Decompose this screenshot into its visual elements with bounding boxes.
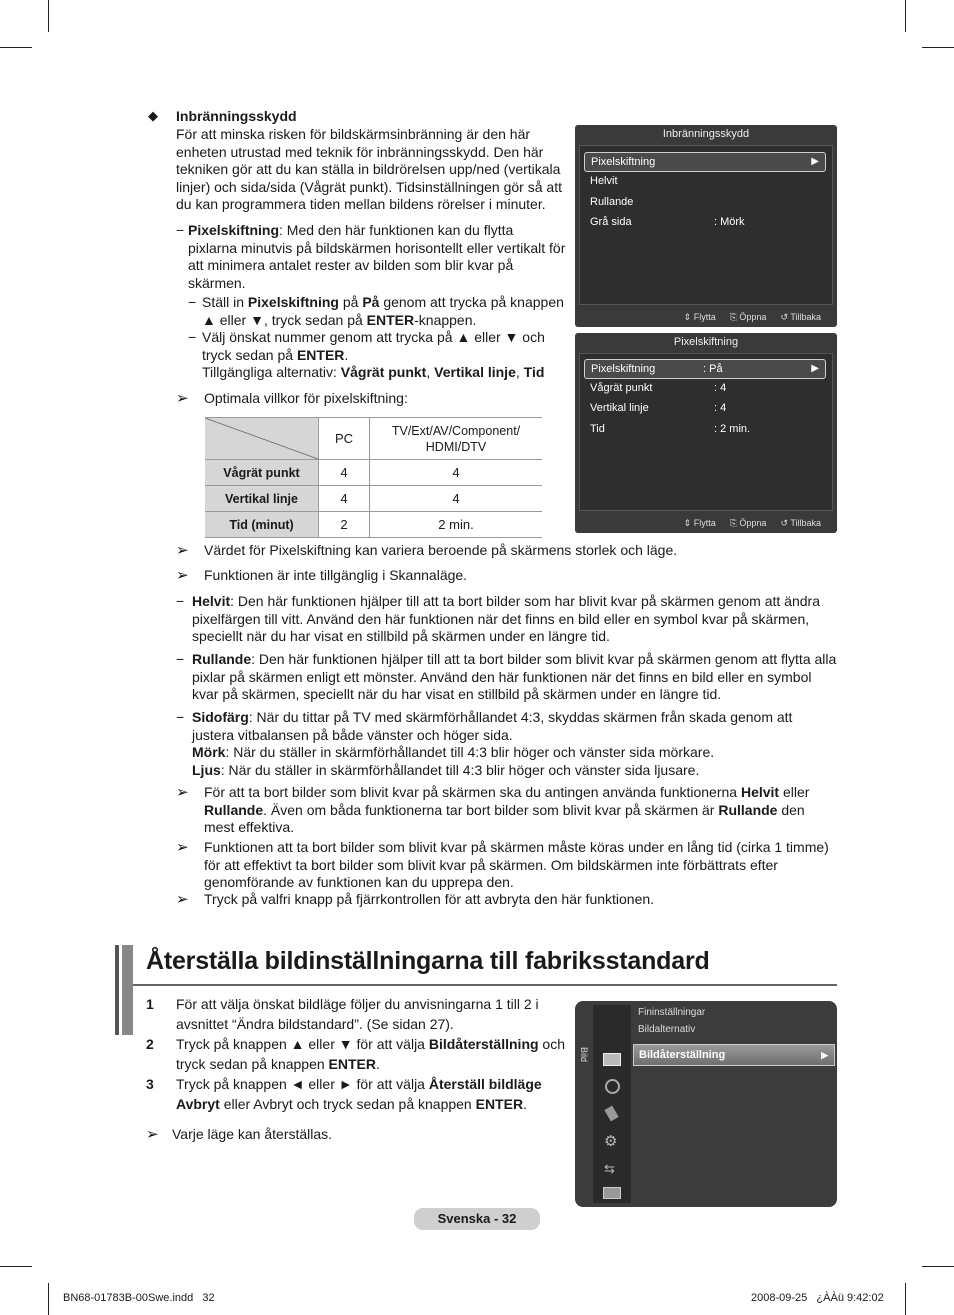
- osd-item-value: : På: [703, 363, 723, 375]
- reset-steps: [146, 994, 566, 1114]
- osd-item-label: Tid: [590, 423, 605, 435]
- note-arrow-icon: ➢: [176, 784, 189, 801]
- table-header-pc: PC: [319, 418, 370, 460]
- note-arrow-icon: ➢: [176, 891, 189, 908]
- crop-mark: [0, 47, 32, 48]
- footer-date: 2008-09-25 ¿ÀÀü 9:42:02: [751, 1292, 884, 1304]
- application-icon[interactable]: [603, 1187, 621, 1199]
- note-text: Funktionen att ta bort bilder som blivit kvar på skärmen måste köras under en lång tid (cirka 1 timme) för att effektivt ta bort bilder som blivit kvar på skärmen. Om bildskärmen inte förbättrats efter genomförande av funktionen kan du upprepa den.: [204, 839, 829, 890]
- osd-item-pixelskiftning[interactable]: [584, 152, 826, 172]
- note-text: För att ta bort bilder som blivit kvar på skärmen ska du antingen använda funktionerna: [204, 784, 741, 800]
- ljus-desc: : När du ställer in skärmförhållandet till 4:3 blir höger och vänster sida ljusare.: [220, 761, 700, 778]
- crop-mark: [922, 1266, 954, 1267]
- step-text: .: [376, 1056, 380, 1072]
- step-text: För att välja önskat bildläge följer du anvisningarna 1 till 2 i avsnittet “Ändra bildstandard”. (Se sidan 27).: [176, 996, 539, 1032]
- step2-term: Tid: [523, 364, 545, 380]
- table-row-label: Vågrät punkt: [205, 460, 319, 486]
- crop-mark: [48, 0, 49, 32]
- crop-mark: [922, 47, 954, 48]
- rullande-term: Rullande: [192, 651, 252, 667]
- step-number: 3: [146, 1076, 154, 1092]
- osd-icon-column: [593, 1005, 631, 1203]
- diamond-bullet-icon: ◆: [148, 108, 158, 123]
- back-hint: ↺ Tillbaka: [780, 518, 821, 528]
- pixelskiftning-term: Pixelskiftning: [188, 222, 280, 238]
- step1-text: Ställ in: [202, 294, 248, 310]
- open-hint: ⎘ Öppna: [729, 312, 767, 322]
- side-label-text: Bild: [579, 1047, 589, 1063]
- note-text: Tryck på valfri knapp på fjärrkontrollen för att avbryta den här funktionen.: [204, 891, 655, 907]
- osd-pixelskiftning: [575, 333, 837, 533]
- osd-item-label: Vågrät punkt: [590, 382, 653, 394]
- footer-file: BN68-01783B-00Swe.indd 32: [63, 1292, 215, 1304]
- table-cell: 2: [319, 512, 370, 538]
- step-number: 1: [146, 996, 154, 1012]
- step-text: och tryck sedan på knappen: [176, 1036, 566, 1072]
- intro-paragraph: För att minska risken för bildskärmsinbränning är den här enheten utrustad med teknik för inbränningsskydd. Den här tekniken gör att du kan ställa in bildrörelsen upp/ned (vertikala linjer) och sida/sida (Vågrät punkt). Tidsinställningen gör så att du kan programmera tiden mellan bildens rörelser i minuter.: [176, 126, 562, 212]
- note-text: den mest effektiva.: [204, 801, 805, 835]
- side-label: [579, 1005, 591, 1203]
- input-icon[interactable]: ⇆: [604, 1161, 615, 1176]
- step-text: .: [523, 1096, 527, 1112]
- note-optimal: [176, 390, 566, 408]
- ljus-term: Ljus: [192, 761, 221, 778]
- step1-term: ENTER: [366, 311, 415, 328]
- table-header-tv: TV/Ext/AV/Component/ HDMI/DTV: [370, 418, 543, 460]
- arrow-right-icon: ▶: [811, 363, 819, 374]
- heading-rule: [133, 984, 837, 986]
- step-term: ENTER: [328, 1056, 376, 1072]
- note-scan: [176, 567, 836, 585]
- note-cancel: [176, 891, 838, 909]
- pixelskiftning-desc: : Med den här funktionen kan du flytta pixlarna minutvis på bildskärmen horisontellt eller vertikalt för att minimera antalet rester av bilden som blir kvar på skärmen.: [188, 222, 566, 291]
- step2-text: Tillgängliga alternativ:: [202, 364, 341, 380]
- osd-item-vertikal-linje[interactable]: [590, 399, 824, 417]
- note-term: Rullande: [718, 801, 778, 818]
- note-text: Värdet för Pixelskiftning kan variera beroende på skärmens storlek och läge.: [204, 542, 678, 558]
- step2-text: .: [344, 346, 349, 363]
- osd-item-fininstallningar[interactable]: Fininställningar: [638, 1007, 706, 1018]
- helvit-item: − Helvit: Den här funktionen hjälper till att ta bort bilder som har blivit kvar på skärmen genom att ändra pixelfärgen till vitt. Använd den här funktionen när det finns en bild eller en symbol kvar på skärmen, speciellt när du har visat en stillbild på skärmen under en längre tid.: [176, 593, 820, 644]
- step1-term: På: [362, 294, 380, 310]
- heading-bar: [122, 945, 133, 1035]
- note-text: Optimala villkor för pixelskiftning:: [204, 390, 408, 406]
- osd-item-tid[interactable]: [590, 420, 824, 438]
- osd-item-bildalternativ[interactable]: Bildalternativ: [638, 1024, 696, 1035]
- section-heading: Återställa bildinställningarna till fabriksstandard: [146, 947, 710, 975]
- note-arrow-icon: ➢: [146, 1126, 159, 1143]
- rullande-desc: : Den här funktionen hjälper till att ta bort bilder som blivit kvar på skärmen genom att flytta alla pixlar på skärmen enligt ett mönster. Använd den här funktionen när det finns en bild eller en symbol kvar på skärmen, speciellt när du har visat en stillbild på skärmen under en längre tid.: [192, 651, 837, 702]
- osd-item-label: Helvit: [590, 175, 618, 187]
- osd-item-rullande[interactable]: [590, 193, 824, 211]
- step-text: Tryck på knappen ◄ eller ► för att välja: [176, 1076, 429, 1092]
- osd-menu: [579, 353, 833, 511]
- osd-bild-menu: [575, 1001, 837, 1207]
- table-cell: 4: [319, 460, 370, 486]
- step-term: Bildåterställning: [428, 1036, 539, 1052]
- section-title: Inbränningsskydd: [176, 108, 297, 124]
- table-row-label: Vertikal linje: [205, 486, 319, 512]
- osd-item-label: Bildåterställning: [639, 1049, 726, 1061]
- osd-item-pixelskiftning[interactable]: [584, 359, 826, 379]
- osd-title: Pixelskiftning: [673, 336, 739, 348]
- osd-item-value: : 4: [714, 382, 727, 394]
- helvit-term: Helvit: [192, 593, 231, 609]
- table-row: [205, 486, 542, 512]
- picture-icon[interactable]: [603, 1053, 621, 1066]
- pixelskiftning-item: − Pixelskiftning: Med den här funktionen kan du flytta pixlarna minutvis på bildskärmen horisontellt eller vertikalt för att minimera antalet rester av bilden som blir kvar på skärmen.: [176, 222, 566, 291]
- note-text: . Även om båda funktionerna tar bort bilder som blivit kvar på skärmen är: [263, 801, 719, 818]
- osd-item-helvit[interactable]: [590, 172, 824, 190]
- crop-mark: [905, 1283, 906, 1315]
- mork-desc: : När du ställer in skärmförhållandet till 4:3 blir höger och vänster sida mörkare.: [225, 744, 715, 760]
- osd-footer: [670, 518, 821, 529]
- osd-title: Inbränningsskydd: [662, 128, 750, 140]
- step-text: eller Avbryt och tryck sedan på knappen: [219, 1096, 476, 1112]
- gear-icon[interactable]: ⚙: [604, 1133, 618, 1150]
- osd-menu: [579, 145, 833, 305]
- step-term: Återställ bildläge Avbryt: [176, 1076, 542, 1112]
- table-cell: 2 min.: [370, 512, 543, 538]
- osd-item-vagrat-punkt[interactable]: [590, 379, 824, 397]
- page-number: Svenska - 32: [414, 1208, 540, 1230]
- table-cell: 4: [319, 486, 370, 512]
- crop-mark: [0, 1266, 32, 1267]
- open-hint: ⎘ Öppna: [729, 518, 767, 528]
- note-text: eller: [779, 784, 810, 800]
- note-arrow-icon: ➢: [176, 390, 189, 407]
- osd-footer: [670, 312, 821, 323]
- step1-text: genom att trycka på knappen ▲ eller ▼, tryck sedan på: [202, 294, 564, 328]
- note-text: Varje läge kan återställas.: [172, 1126, 333, 1142]
- channel-icon[interactable]: [604, 1106, 618, 1122]
- note-long: [176, 839, 838, 892]
- osd-item-label: Rullande: [590, 196, 634, 208]
- note-remove: [176, 784, 838, 837]
- sound-icon[interactable]: [605, 1079, 620, 1094]
- sidofarg-term: Sidofärg: [192, 709, 249, 725]
- step-text: Tryck på knappen ▲ eller ▼ för att välja: [176, 1036, 429, 1052]
- note-value: [176, 542, 836, 560]
- step2-term: Vågrät punkt: [340, 364, 427, 380]
- note-text: Funktionen är inte tillgänglig i Skannaläge.: [204, 567, 468, 583]
- helvit-desc: : Den här funktionen hjälper till att ta bort bilder som har blivit kvar på skärmen genom att ändra pixelfärgen till vitt. Använd den här funktionen när det finns en bild eller en symbol kvar på skärmen, speciellt när du har visat en stillbild på skärmen under en längre tid.: [192, 593, 820, 644]
- osd-inbranningsskydd: [575, 125, 837, 327]
- osd-item-gra-sida[interactable]: [590, 213, 824, 231]
- step2-term: ENTER: [296, 346, 345, 363]
- move-hint: ⇕ Flytta: [683, 312, 716, 322]
- step-term: ENTER: [475, 1096, 524, 1112]
- table-row: [205, 512, 542, 538]
- note-term: Rullande: [204, 801, 264, 818]
- heading-bar: [115, 945, 119, 1035]
- step1-term: Pixelskiftning: [247, 294, 339, 310]
- rullande-item: − Rullande: Den här funktionen hjälper till att ta bort bilder som blivit kvar på skärmen genom att flytta alla pixlar på skärmen enligt ett mönster. Använd den här funktionen när det finns en bild eller en symbol kvar på skärmen, speciellt när du har visat en stillbild på skärmen under en längre tid.: [176, 651, 837, 702]
- crop-mark: [48, 1283, 49, 1315]
- table-corner: [205, 418, 319, 460]
- table-cell: 4: [370, 460, 543, 486]
- move-hint: ⇕ Flytta: [683, 518, 716, 528]
- table-cell: 4: [370, 486, 543, 512]
- osd-item-label: Vertikal linje: [590, 402, 649, 414]
- osd-item-label: Pixelskiftning: [591, 363, 656, 375]
- sidofarg-desc: : När du tittar på TV med skärmförhållandet 4:3, skyddas skärmen från skada genom att justera vitbalansen på både vänster och höger sida.: [192, 709, 793, 743]
- note-arrow-icon: ➢: [176, 542, 189, 559]
- osd-item-value: : Mörk: [714, 216, 745, 228]
- arrow-right-icon: ▶: [811, 156, 819, 167]
- note-arrow-icon: ➢: [176, 567, 189, 584]
- step1-text: på: [338, 294, 363, 310]
- step2-text: Välj önskat nummer genom att trycka på ▲ eller ▼ och tryck sedan på: [202, 329, 545, 363]
- note-reset: [146, 1126, 546, 1144]
- sidofarg-item: − Sidofärg: När du tittar på TV med skärmförhållandet 4:3, skyddas skärmen från skada genom att justera vitbalansen på både vänster och höger sida. Mörk: När du ställer in skärmförhållandet till 4:3 blir höger och vänster sida mörkare. Ljus: När du ställer in skärmförhållandet till 4:3 blir höger och vänster sida ljusare.: [176, 709, 793, 778]
- osd-item-bildaterstallning[interactable]: [633, 1044, 835, 1066]
- osd-item-label: Grå sida: [590, 216, 632, 228]
- step-list: − Ställ in Pixelskiftning på På genom att trycka på knappen ▲ eller ▼, tryck sedan på ENTER-knappen. − Välj önskat nummer genom att trycka på ▲ eller ▼ och tryck sedan på ENTER. Tillgängliga alternativ: Vågrät punkt, Vertikal linje, Tid: [188, 294, 564, 380]
- step2-term: Vertikal linje: [434, 364, 516, 380]
- table-row: [205, 460, 542, 486]
- note-term: Helvit: [740, 784, 780, 800]
- arrow-right-icon: ▶: [821, 1050, 828, 1060]
- note-arrow-icon: ➢: [176, 839, 189, 856]
- back-hint: ↺ Tillbaka: [780, 312, 821, 322]
- osd-item-value: : 2 min.: [714, 423, 751, 435]
- step-number: 2: [146, 1036, 154, 1052]
- osd-item-value: : 4: [714, 402, 727, 414]
- osd-item-label: Pixelskiftning: [591, 156, 656, 168]
- mork-term: Mörk: [192, 744, 226, 760]
- crop-mark: [905, 0, 906, 32]
- pixel-options-table: [205, 417, 542, 538]
- step1-text: -knappen.: [414, 311, 477, 328]
- table-row-label: Tid (minut): [205, 512, 319, 538]
